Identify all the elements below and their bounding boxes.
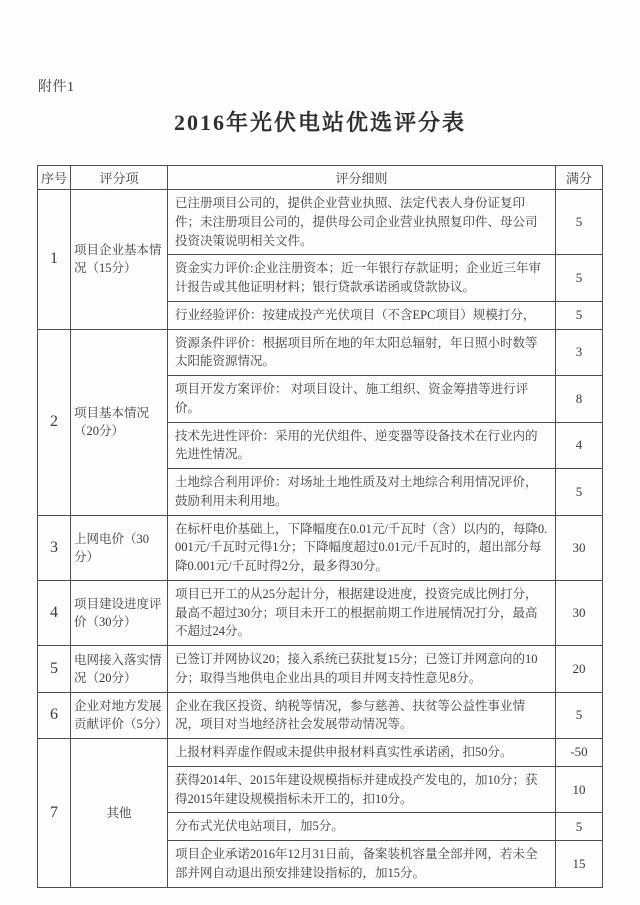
table-row [38,739,603,767]
scoring-detail-cell: 已注册项目公司的，提供企业营业执照、法定代表人身份证复印件；未注册项目公司的，提供母公司企业营业执照复印件、母公司投资决策说明相关文件。 [168,190,556,255]
max-score-cell: 8 [556,376,603,423]
scoring-detail-cell: 土地综合利用评价：对场址土地性质及对土地综合利用情况评价，鼓励利用未利用地。 [168,469,556,516]
column-header-item: 评分项 [71,166,168,190]
scoring-item-cell: 上网电价（30分） [71,515,168,580]
table-row [38,329,603,376]
scoring-detail-cell: 获得2014年、2015年建设规模指标并建成投产发电的，加10分；获得2015年建设规模指标未开工的，扣10分。 [168,766,556,813]
table-row [38,515,603,580]
scoring-detail-cell: 资源条件评价：根据项目所在地的年太阳总辐射，年日照小时数等太阳能资源情况。 [168,329,556,376]
scoring-detail-cell: 在标杆电价基础上，下降幅度在0.01元/千瓦时（含）以内的，每降0.001元/千瓦时元得1分；下降幅度超过0.01元/千瓦时的，超出部分每降0.001元/千瓦时得2分，最多得30分。 [168,515,556,580]
table-header-row [38,166,603,190]
row-index-cell: 5 [38,646,71,693]
scoring-detail-cell: 项目已开工的从25分起计分，根据建设进度，投资完成比例打分，最高不超过30分；项目未开工的根据前期工作进展情况打分，最高不超过24分。 [168,580,556,645]
column-header-detail: 评分细则 [168,166,556,190]
scoring-detail-cell: 技术先进性评价：采用的光伏组件、逆变器等设备技术在行业内的先进性情况。 [168,422,556,469]
row-index-cell: 1 [38,190,71,330]
row-index-cell: 2 [38,329,71,515]
table-header [38,166,603,190]
max-score-cell: 30 [556,580,603,645]
scoring-item-cell: 企业对地方发展贡献评价（5分） [71,692,168,739]
scoring-detail-cell: 上报材料弄虚作假或未提供申报材料真实性承诺函，扣50分。 [168,739,556,767]
scoring-detail-cell: 资金实力评价:企业注册资本；近一年银行存款证明；企业近三年审计报告或其他证明材料；银行贷款承诺函或贷款协议。 [168,255,556,302]
page-title: 2016年光伏电站优选评分表 [173,110,466,135]
row-index-cell: 7 [38,739,71,888]
scoring-item-cell: 电网接入落实情况（20分） [71,646,168,693]
scoring-item-cell: 其他 [71,739,168,888]
table-row [38,190,603,255]
column-header-index: 序号 [38,166,71,190]
scoring-detail-cell: 分布式光伏电站项目，加5分。 [168,813,556,841]
max-score-cell: 15 [556,841,603,888]
table-row [38,580,603,645]
row-index-cell: 6 [38,692,71,739]
column-header-maxscore: 满分 [556,166,603,190]
max-score-cell: 5 [556,255,603,302]
max-score-cell: 5 [556,469,603,516]
score-table [37,165,603,888]
score-table-body [38,190,603,888]
table-row [38,692,603,739]
scoring-detail-cell: 项目开发方案评价： 对项目设计、施工组织、资金筹措等进行评价。 [168,376,556,423]
table-row [38,646,603,693]
max-score-cell: 5 [556,813,603,841]
scoring-detail-cell: 已签订并网协议20；接入系统已获批复15分；已签订并网意向的10分；取得当地供电企业出具的项目并网支持性意见8分。 [168,646,556,693]
max-score-cell: 5 [556,301,603,329]
scoring-detail-cell: 行业经验评价：按建成投产光伏项目（不含EPC项目）规模打分， [168,301,556,329]
scoring-detail-cell: 项目企业承诺2016年12月31日前，备案装机容量全部并网，若未全部并网自动退出预安排建设指标的，加15分。 [168,841,556,888]
max-score-cell: -50 [556,739,603,767]
scoring-item-cell: 项目基本情况（20分） [71,329,168,515]
max-score-cell: 5 [556,190,603,255]
max-score-cell: 30 [556,515,603,580]
row-index-cell: 4 [38,580,71,645]
max-score-cell: 4 [556,422,603,469]
max-score-cell: 3 [556,329,603,376]
scoring-item-cell: 项目建设进度评价（30分） [71,580,168,645]
max-score-cell: 20 [556,646,603,693]
scoring-detail-cell: 企业在我区投资、纳税等情况，参与慈善、扶贫等公益性事业情况，项目对当地经济社会发展带动情况等。 [168,692,556,739]
row-index-cell: 3 [38,515,71,580]
max-score-cell: 5 [556,692,603,739]
max-score-cell: 10 [556,766,603,813]
scoring-item-cell: 项目企业基本情况（15分） [71,190,168,330]
attachment-label: 附件1 [38,80,75,95]
